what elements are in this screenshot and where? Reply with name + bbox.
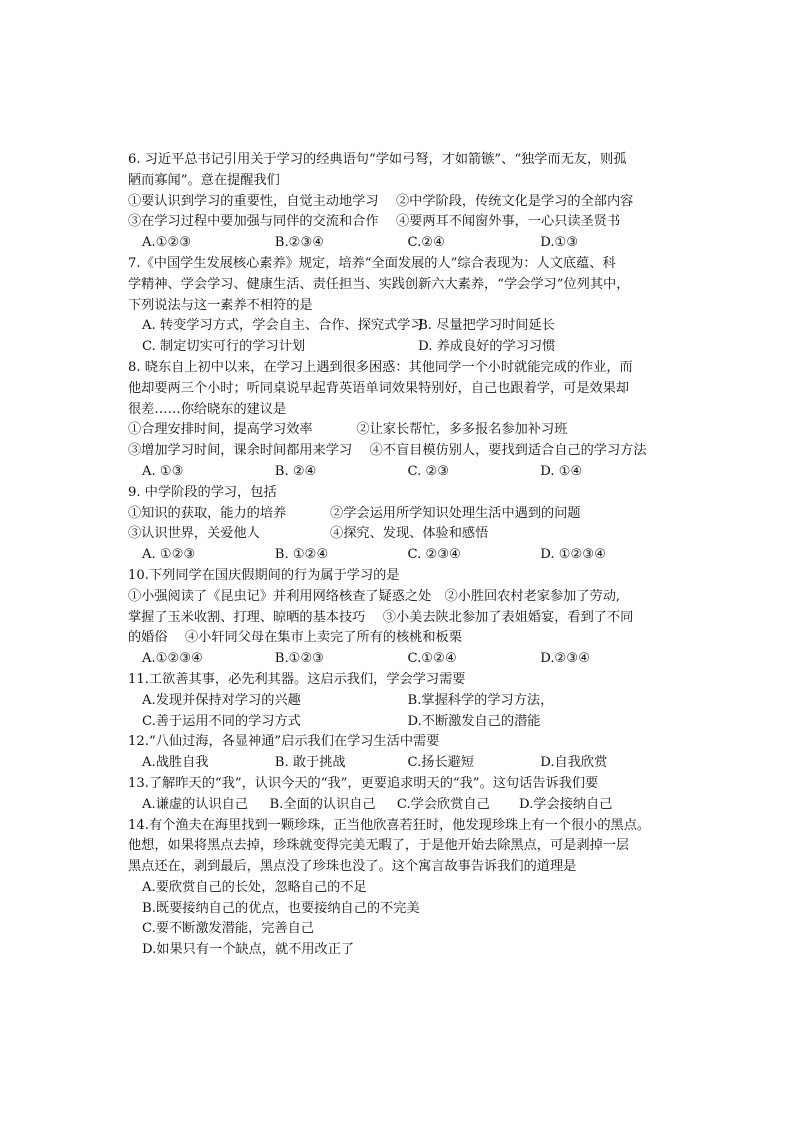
statement-line: ①要认识到学习的重要性，自觉主动地学习 ②中学阶段，传统文化是学习的全部内容 <box>128 193 634 209</box>
option-c[interactable]: C.善于运用不同的学习方式 <box>142 713 301 729</box>
question-14 <box>128 816 673 962</box>
statement-line: ③增加学习时间，课余时间都用来学习 ④不盲目模仿别人，要找到适合自己的学习方法 <box>128 443 647 459</box>
options-row <box>128 545 673 566</box>
question-12 <box>128 732 673 774</box>
option-d[interactable]: D.①③ <box>540 235 579 251</box>
options-row <box>128 337 673 358</box>
statement-line: ③认识世界，关爱他人 ④探究、发现、体验和感悟 <box>128 526 489 542</box>
option-d[interactable]: D. ①④ <box>540 463 583 479</box>
options-row <box>128 649 673 670</box>
statement-line: ③在学习过程中要加强与同伴的交流和合作 ④要两耳不闻窗外事，一心只读圣贤书 <box>128 214 621 230</box>
option-a[interactable]: A.要欣赏自己的长处，忽略自己的不足 <box>142 879 367 895</box>
option-c[interactable]: C.②④ <box>407 235 445 251</box>
statement-line: 的婚俗 ④小轩同父母在集市上卖完了所有的核桃和板栗 <box>128 630 462 646</box>
question-text: 陋而寡闻”。意在提醒我们 <box>128 172 280 188</box>
options-row <box>128 712 673 733</box>
option-c[interactable]: C.①②④ <box>407 651 457 667</box>
exam-page <box>128 150 673 961</box>
question-text: 10.下列同学在国庆假期间的行为属于学习的是 <box>128 567 400 583</box>
options-row <box>128 233 673 254</box>
question-text: 他却要两三个小时；听同桌说早起背英语单词效果特别好，自己也跟着学，可是效果却 <box>128 380 630 396</box>
question-text: 黑点还在，剥到最后，黑点没了珍珠也没了。这个寓言故事告诉我们的道理是 <box>128 859 577 875</box>
question-8 <box>128 358 673 483</box>
option-a[interactable]: A. ①③ <box>142 463 184 479</box>
question-6 <box>128 150 673 254</box>
options-row <box>128 753 673 774</box>
question-7 <box>128 254 673 358</box>
option-b[interactable]: B.掌握科学的学习方法， <box>407 692 554 708</box>
options-row <box>128 316 673 337</box>
option-b[interactable]: B. 敢于挑战 <box>274 755 346 771</box>
options-row <box>128 691 673 712</box>
option-c[interactable]: C. ②③ <box>407 463 450 479</box>
option-d[interactable]: D. 养成良好的学习习惯 <box>418 339 556 355</box>
option-b[interactable]: B. ②④ <box>274 463 317 479</box>
option-a[interactable]: A.①②③ <box>142 235 192 251</box>
question-10 <box>128 566 673 670</box>
option-d[interactable]: D.学会接纳自己 <box>519 796 613 812</box>
option-d[interactable]: D.②③④ <box>540 651 591 667</box>
option-a[interactable]: A.战胜自我 <box>142 755 209 771</box>
option-a[interactable]: A. 转变学习方式，学会自主、合作、探究式学习 <box>142 318 424 334</box>
statement-line: 掌握了玉米收割、打理、晾晒的基本技巧 ③小美去陕北参加了表姐婚宴，看到了不同 <box>128 609 634 625</box>
question-text: 13.了解昨天的“我”，认识今天的“我”，更要追求明天的“我”。这句话告诉我们要 <box>128 775 599 791</box>
question-text: 11.工欲善其事，必先利其器。这启示我们，学会学习需要 <box>128 671 466 687</box>
option-b[interactable]: B.全面的认识自己 <box>269 796 376 812</box>
option-d[interactable]: D.自我欣赏 <box>540 755 608 771</box>
statement-line: ①小强阅读了《昆虫记》并利用网络核查了疑惑之处 ②小胜回农村老家参加了劳动, <box>128 588 621 604</box>
question-text: 下列说法与这一素养不相符的是 <box>128 297 313 313</box>
option-b[interactable]: B.②③④ <box>274 235 325 251</box>
option-a[interactable]: A.发现并保持对学习的兴趣 <box>142 692 301 708</box>
option-a[interactable]: A.①②③④ <box>142 651 204 667</box>
option-a[interactable]: A.谦虚的认识自己 <box>142 796 249 812</box>
option-c[interactable]: C.扬长避短 <box>407 755 475 771</box>
option-c[interactable]: C.要不断激发潜能，完善自己 <box>142 921 315 937</box>
question-text: 学精神、学会学习、健康生活、责任担当、实践创新六大素养，“学会学习”位列其中， <box>128 276 630 292</box>
question-text: 9. 中学阶段的学习，包括 <box>128 484 277 500</box>
option-d[interactable]: D.如果只有一个缺点，就不用改正了 <box>142 942 355 958</box>
question-text: 很差……你给晓东的建议是 <box>128 401 287 417</box>
statement-line: ①知识的获取，能力的培养 ②学会运用所学知识处理生活中遇到的问题 <box>128 505 581 521</box>
option-a[interactable]: A. ①②③ <box>142 547 196 563</box>
question-text: 8. 晓东自上初中以来，在学习上遇到很多困惑：其他同学一个小时就能完成的作业，而 <box>128 359 633 375</box>
option-c[interactable]: C. 制定切实可行的学习计划 <box>142 339 306 355</box>
option-b[interactable]: B. ①②④ <box>274 547 329 563</box>
question-text: 7.《中国学生发展核心素养》规定，培养“全面发展的人”综合表现为：人文底蕴、科 <box>128 255 616 271</box>
option-b[interactable]: B.①②③ <box>274 651 325 667</box>
question-text: 12.“八仙过海，各显神通”启示我们在学习生活中需要 <box>128 734 440 750</box>
question-13 <box>128 774 673 816</box>
question-text: 14.有个渔夫在海里找到一颗珍珠，正当他欣喜若狂时，他发现珍珠上有一个很小的黑点。 <box>128 817 651 833</box>
options-row <box>128 795 673 816</box>
question-9 <box>128 483 673 566</box>
option-c[interactable]: C. ②③④ <box>407 547 461 563</box>
options-row <box>128 462 673 483</box>
option-c[interactable]: C.学会欣赏自己 <box>396 796 490 812</box>
question-text: 他想，如果将黑点去掉，珍珠就变得完美无暇了，于是他开始去除黑点，可是剥掉一层 <box>128 838 630 854</box>
option-b[interactable]: B. 尽量把学习时间延长 <box>418 318 555 334</box>
question-text: 6. 习近平总书记引用关于学习的经典语句“学如弓弩，才如箭镞”、“独学而无友，则孤 <box>128 152 627 167</box>
statement-line: ①合理安排时间，提高学习效率 ②让家长帮忙，多多报名参加补习班 <box>128 422 568 438</box>
question-11 <box>128 670 673 732</box>
option-d[interactable]: D. ①②③④ <box>540 547 607 563</box>
option-b[interactable]: B.既要接纳自己的优点，也要接纳自己的不完美 <box>142 900 420 916</box>
option-d[interactable]: D.不断激发自己的潜能 <box>407 713 541 729</box>
